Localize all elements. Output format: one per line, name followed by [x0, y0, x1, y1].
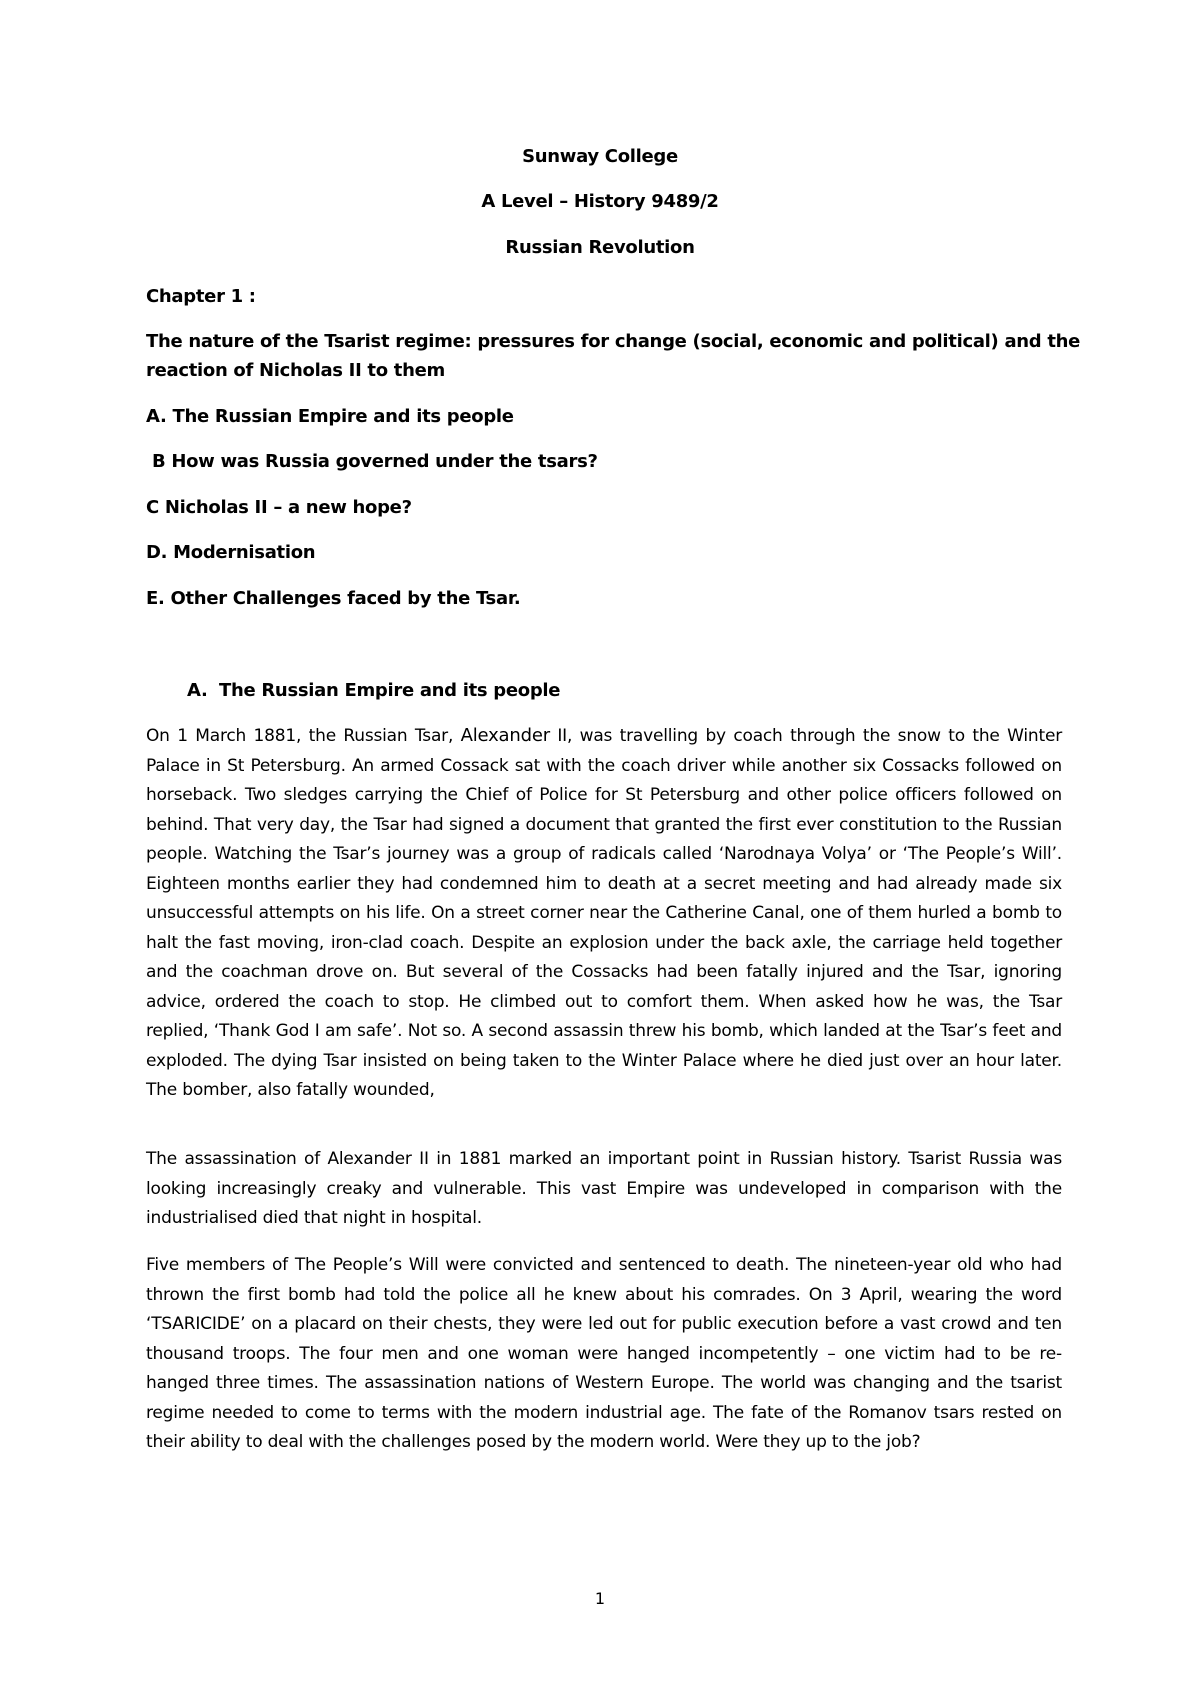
- paragraph-text: II, was travelling by coach through the snow to the Winter Palace in St Petersburg. An armed Cossack sat with the coach driver while another six Cossacks followed on horseback. Two sledges carrying the Chief of Police for St Petersburg and other police officers followed on behind. That very day, the Tsar had signed a document that granted the first ever constitution to the Russian people. Watching the Tsar’s journey was a group of radicals called ‘Narodnaya Volya’ or ‘The People’s Will’. Eighteen months earlier they had condemned him to death at a secret meeting and had already made six unsuccessful attempts on his life. On a street corner near the Catherine Canal, one of them hurled a bomb to halt the fast moving, iron-clad coach. Despite an explosion under the back axle, the carriage held together and the coachman drove on. But several of the Cossacks had been fatally injured and the Tsar, ignoring advice, ordered the coach to stop. He climbed out to comfort them. When asked how he was, the Tsar replied, ‘Thank God I am safe’. Not so. A second assassin threw his bomb, which landed at the Tsar’s feet and exploded. The dying Tsar insisted on being taken to the Winter Palace where he died just over an hour later. The bomber, also fatally wounded,: [146, 726, 1062, 1100]
- course-title: A Level – History 9489/2: [481, 191, 719, 212]
- section-list-item: A. The Russian Empire and its people: [146, 406, 514, 427]
- section-list-item: C Nicholas II – a new hope?: [146, 497, 412, 518]
- paragraph-assassination-account: [146, 721, 1062, 1106]
- paragraph-text: On 1 March 1881, the Russian Tsar,: [146, 726, 461, 746]
- paragraph-historical-significance: The assassination of Alexander II in 1881 marked an important point in Russian history. Tsarist Russia was looking increasingly creaky and vulnerable. This vast Empire was undeveloped in comparison with the industrialised died that night in hospital.: [146, 1149, 1062, 1228]
- section-list-item: B How was Russia governed under the tsars?: [146, 451, 598, 472]
- college-name: Sunway College: [522, 146, 678, 167]
- chapter-label: Chapter 1 :: [146, 286, 256, 307]
- topic-title: Russian Revolution: [505, 237, 695, 258]
- highlighted-name: Alexander: [460, 725, 550, 746]
- section-list-item: E. Other Challenges faced by the Tsar.: [146, 588, 521, 609]
- paragraph-execution: Five members of The People’s Will were convicted and sentenced to death. The nineteen-year old who had thrown the first bomb had told the police all he knew about his comrades. On 3 April, wearing the word ‘TSARICIDE’ on a placard on their chests, they were led out for public execution before a vast crowd and ten thousand troops. The four men and one woman were hanged incompetently – one victim had to be re-hanged three times. The assassination nations of Western Europe. The world was changing and the tsarist regime needed to come to terms with the modern industrial age. The fate of the Romanov tsars rested on their ability to deal with the challenges posed by the modern world. Were they up to the job?: [146, 1255, 1062, 1452]
- section-a-number: A.: [187, 680, 208, 701]
- chapter-title-line-2: reaction of Nicholas II to them: [146, 360, 445, 381]
- section-list-item: D. Modernisation: [146, 542, 316, 563]
- page-number: 1: [594, 1589, 606, 1608]
- chapter-title-line-1: The nature of the Tsarist regime: pressures for change (social, economic and political) and the: [146, 331, 1081, 352]
- section-a-title: The Russian Empire and its people: [219, 680, 561, 701]
